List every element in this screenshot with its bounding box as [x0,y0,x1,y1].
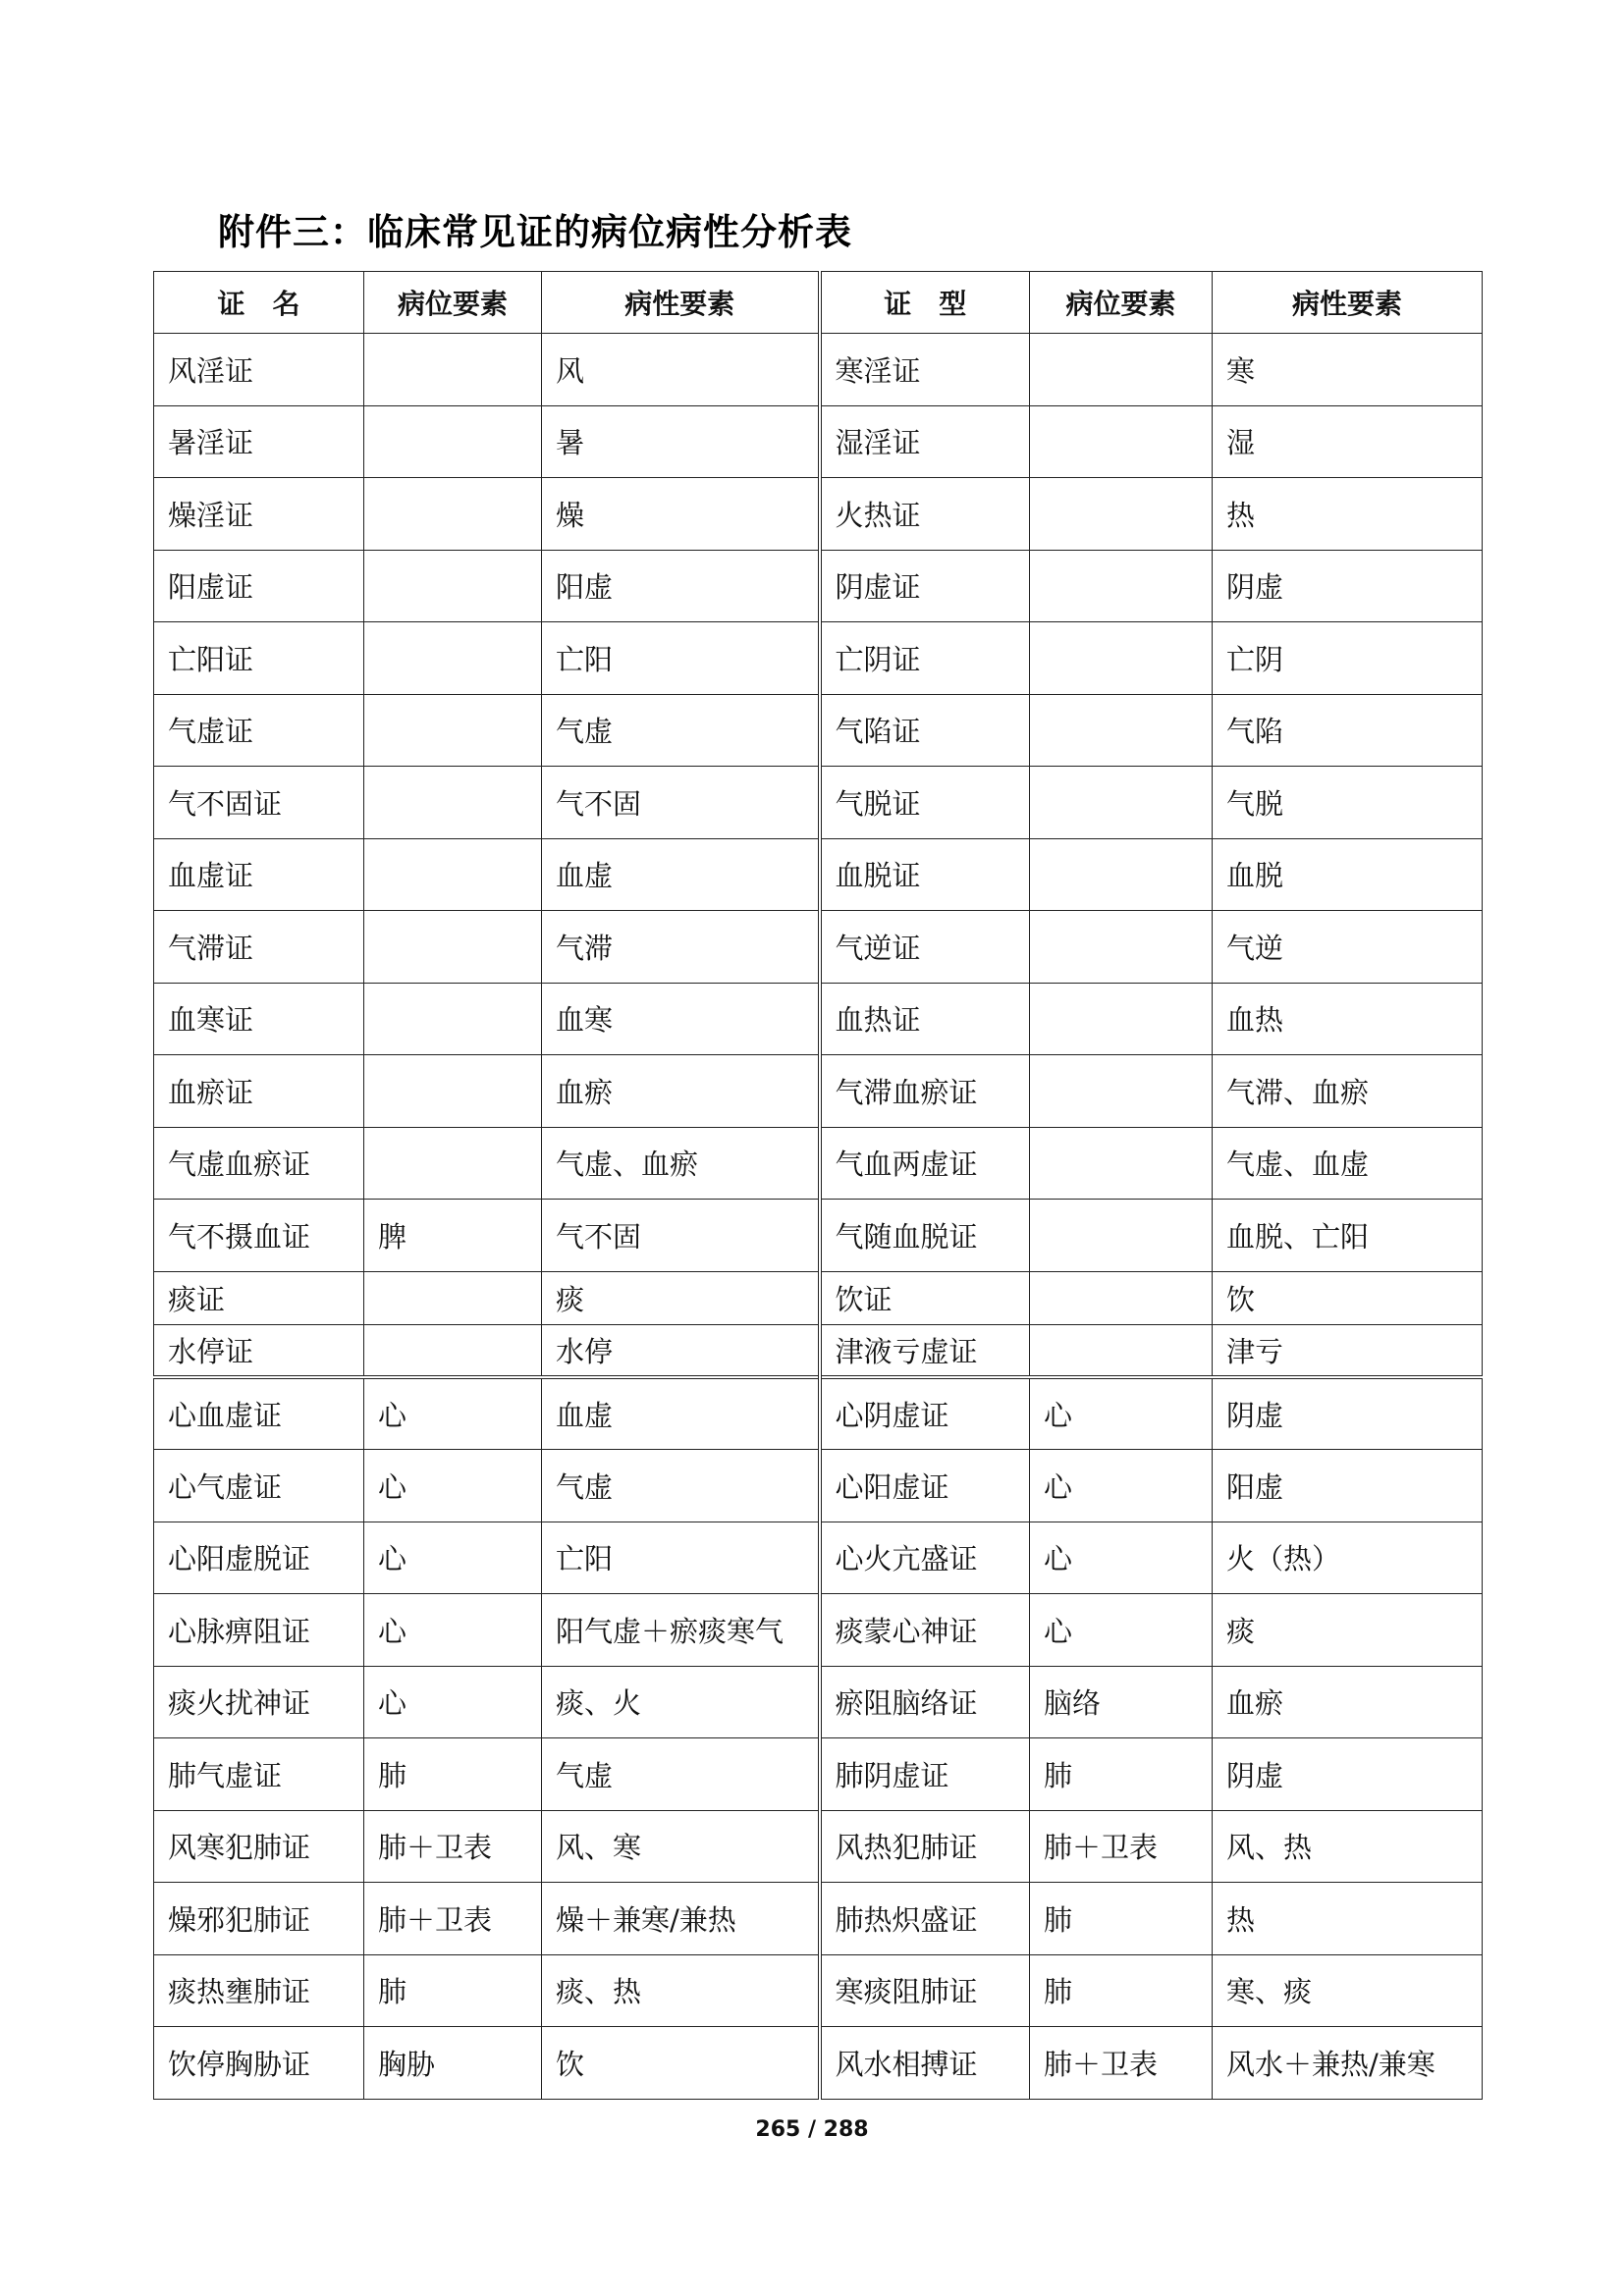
syndrome-type-cell: 血热证 [820,983,1030,1055]
syndrome-name-cell: 风寒犯肺证 [154,1810,364,1883]
table-row [154,1522,1483,1594]
table-row [154,2027,1483,2100]
nature-cell: 暑 [542,405,820,478]
page-number: 265 / 288 [755,2117,869,2142]
syndrome-type-cell: 痰蒙心神证 [820,1594,1030,1667]
table-row [154,911,1483,984]
syndrome-name-cell: 心气虚证 [154,1450,364,1522]
nature-cell: 气陷 [1213,694,1483,767]
nature-cell: 痰 [1213,1594,1483,1667]
syndrome-type-cell: 瘀阻脑络证 [820,1666,1030,1738]
nature-cell: 痰、热 [542,1954,820,2027]
nature-cell: 水停 [542,1324,820,1377]
table-row [154,1450,1483,1522]
syndrome-type-cell: 火热证 [820,478,1030,551]
location-cell: 心 [364,1450,542,1522]
syndrome-name-cell: 痰证 [154,1271,364,1324]
table-row [154,1324,1483,1377]
location-cell [364,478,542,551]
table-row [154,1271,1483,1324]
table-body [154,334,1483,2100]
location-cell [1030,1200,1213,1272]
location-cell: 脑络 [1030,1666,1213,1738]
syndrome-name-cell: 风淫证 [154,334,364,406]
syndrome-name-cell: 心脉痹阻证 [154,1594,364,1667]
syndrome-type-cell: 亡阴证 [820,622,1030,695]
nature-cell: 血脱、亡阳 [1213,1200,1483,1272]
location-cell [1030,478,1213,551]
location-cell [364,1324,542,1377]
nature-cell: 血脱 [1213,838,1483,911]
nature-cell: 气虚、血虚 [1213,1127,1483,1200]
table-row [154,405,1483,478]
location-cell [364,767,542,839]
syndrome-type-cell: 肺阴虚证 [820,1738,1030,1811]
nature-cell: 亡阴 [1213,622,1483,695]
syndrome-type-cell: 血脱证 [820,838,1030,911]
syndrome-name-cell: 气不摄血证 [154,1200,364,1272]
syndrome-name-cell: 气滞证 [154,911,364,984]
nature-cell: 风 [542,334,820,406]
table-row [154,1055,1483,1128]
location-cell: 心 [364,1377,542,1450]
location-cell: 胸胁 [364,2027,542,2100]
nature-cell: 血热 [1213,983,1483,1055]
nature-cell: 气虚 [542,694,820,767]
nature-cell: 气滞 [542,911,820,984]
location-cell [1030,911,1213,984]
location-cell [364,622,542,695]
syndrome-type-cell: 阴虚证 [820,550,1030,622]
location-cell [1030,1055,1213,1128]
table-row [154,478,1483,551]
syndrome-name-cell: 气不固证 [154,767,364,839]
nature-cell: 风、热 [1213,1810,1483,1883]
syndrome-name-cell: 燥淫证 [154,478,364,551]
location-cell [364,1127,542,1200]
nature-cell: 气不固 [542,1200,820,1272]
table-row [154,622,1483,695]
syndrome-analysis-table [153,271,1483,2100]
location-cell [364,983,542,1055]
table-row [154,838,1483,911]
location-cell [1030,694,1213,767]
syndrome-type-cell: 风水相搏证 [820,2027,1030,2100]
nature-cell: 亡阳 [542,1522,820,1594]
table-row [154,1738,1483,1811]
location-cell: 肺＋卫表 [364,1883,542,1955]
syndrome-type-cell: 气逆证 [820,911,1030,984]
location-cell: 肺＋卫表 [1030,2027,1213,2100]
header-location-element: 病位要素 [1030,272,1213,334]
nature-cell: 血虚 [542,838,820,911]
syndrome-type-cell: 心阴虚证 [820,1377,1030,1450]
syndrome-name-cell: 心阳虚脱证 [154,1522,364,1594]
syndrome-type-cell: 心火亢盛证 [820,1522,1030,1594]
nature-cell: 寒、痰 [1213,1954,1483,2027]
syndrome-name-cell: 亡阳证 [154,622,364,695]
syndrome-name-cell: 心血虚证 [154,1377,364,1450]
nature-cell: 阳气虚＋瘀痰寒气 [542,1594,820,1667]
location-cell: 心 [1030,1377,1213,1450]
syndrome-type-cell: 寒痰阻肺证 [820,1954,1030,2027]
nature-cell: 寒 [1213,334,1483,406]
location-cell [364,911,542,984]
location-cell: 心 [1030,1522,1213,1594]
location-cell [1030,622,1213,695]
nature-cell: 阴虚 [1213,1738,1483,1811]
location-cell: 脾 [364,1200,542,1272]
nature-cell: 气滞、血瘀 [1213,1055,1483,1128]
syndrome-name-cell: 痰热壅肺证 [154,1954,364,2027]
location-cell [1030,334,1213,406]
location-cell: 心 [364,1522,542,1594]
location-cell [364,405,542,478]
syndrome-name-cell: 痰火扰神证 [154,1666,364,1738]
table-row [154,1127,1483,1200]
location-cell [364,694,542,767]
table-row [154,1954,1483,2027]
syndrome-name-cell: 肺气虚证 [154,1738,364,1811]
nature-cell: 气逆 [1213,911,1483,984]
location-cell: 肺 [364,1738,542,1811]
table-row [154,1883,1483,1955]
nature-cell: 气虚 [542,1450,820,1522]
nature-cell: 燥 [542,478,820,551]
syndrome-type-cell: 气陷证 [820,694,1030,767]
nature-cell: 阳虚 [1213,1450,1483,1522]
syndrome-type-cell: 津液亏虚证 [820,1324,1030,1377]
location-cell: 肺 [1030,1954,1213,2027]
location-cell: 肺＋卫表 [364,1810,542,1883]
syndrome-name-cell: 气虚证 [154,694,364,767]
nature-cell: 燥＋兼寒/兼热 [542,1883,820,1955]
location-cell [364,334,542,406]
nature-cell: 湿 [1213,405,1483,478]
location-cell [1030,1127,1213,1200]
location-cell: 心 [1030,1594,1213,1667]
table-row [154,983,1483,1055]
syndrome-type-cell: 气脱证 [820,767,1030,839]
nature-cell: 气不固 [542,767,820,839]
location-cell [1030,983,1213,1055]
syndrome-type-cell: 饮证 [820,1271,1030,1324]
nature-cell: 饮 [1213,1271,1483,1324]
location-cell [364,550,542,622]
nature-cell: 饮 [542,2027,820,2100]
nature-cell: 津亏 [1213,1324,1483,1377]
location-cell: 心 [364,1594,542,1667]
syndrome-name-cell: 暑淫证 [154,405,364,478]
syndrome-name-cell: 饮停胸胁证 [154,2027,364,2100]
syndrome-name-cell: 水停证 [154,1324,364,1377]
table-row [154,550,1483,622]
nature-cell: 热 [1213,1883,1483,1955]
nature-cell: 风水＋兼热/兼寒 [1213,2027,1483,2100]
syndrome-type-cell: 气滞血瘀证 [820,1055,1030,1128]
nature-cell: 血瘀 [542,1055,820,1128]
syndrome-name-cell: 气虚血瘀证 [154,1127,364,1200]
location-cell [1030,1271,1213,1324]
location-cell [1030,550,1213,622]
nature-cell: 气脱 [1213,767,1483,839]
nature-cell: 气虚 [542,1738,820,1811]
nature-cell: 痰、火 [542,1666,820,1738]
syndrome-name-cell: 血寒证 [154,983,364,1055]
nature-cell: 火（热） [1213,1522,1483,1594]
nature-cell: 血虚 [542,1377,820,1450]
header-syndrome-type: 证 型 [820,272,1030,334]
nature-cell: 血瘀 [1213,1666,1483,1738]
syndrome-name-cell: 血瘀证 [154,1055,364,1128]
nature-cell: 血寒 [542,983,820,1055]
header-nature-element: 病性要素 [542,272,820,334]
location-cell: 肺＋卫表 [1030,1810,1213,1883]
syndrome-type-cell: 气随血脱证 [820,1200,1030,1272]
nature-cell: 痰 [542,1271,820,1324]
location-cell: 肺 [1030,1738,1213,1811]
nature-cell: 亡阳 [542,622,820,695]
location-cell: 心 [1030,1450,1213,1522]
nature-cell: 风、寒 [542,1810,820,1883]
nature-cell: 阳虚 [542,550,820,622]
table-row [154,694,1483,767]
table-row [154,334,1483,406]
nature-cell: 阴虚 [1213,1377,1483,1450]
page-title: 附件三：临床常见证的病位病性分析表 [218,211,852,253]
syndrome-type-cell: 肺热炽盛证 [820,1883,1030,1955]
header-syndrome-name: 证 名 [154,272,364,334]
syndrome-name-cell: 血虚证 [154,838,364,911]
syndrome-type-cell: 湿淫证 [820,405,1030,478]
location-cell: 心 [364,1666,542,1738]
syndrome-name-cell: 燥邪犯肺证 [154,1883,364,1955]
location-cell: 肺 [1030,1883,1213,1955]
nature-cell: 气虚、血瘀 [542,1127,820,1200]
syndrome-type-cell: 寒淫证 [820,334,1030,406]
location-cell [1030,838,1213,911]
table-row [154,1594,1483,1667]
location-cell [1030,405,1213,478]
location-cell: 肺 [364,1954,542,2027]
nature-cell: 热 [1213,478,1483,551]
header-location-element: 病位要素 [364,272,542,334]
table-row [154,1377,1483,1450]
location-cell [1030,767,1213,839]
header-nature-element: 病性要素 [1213,272,1483,334]
syndrome-type-cell: 气血两虚证 [820,1127,1030,1200]
syndrome-type-cell: 风热犯肺证 [820,1810,1030,1883]
location-cell [364,838,542,911]
header-row [154,272,1483,334]
table-row [154,1200,1483,1272]
table-row [154,1666,1483,1738]
syndrome-type-cell: 心阳虚证 [820,1450,1030,1522]
syndrome-name-cell: 阳虚证 [154,550,364,622]
location-cell [1030,1324,1213,1377]
table-row [154,767,1483,839]
nature-cell: 阴虚 [1213,550,1483,622]
location-cell [364,1271,542,1324]
location-cell [364,1055,542,1128]
table-row [154,1810,1483,1883]
